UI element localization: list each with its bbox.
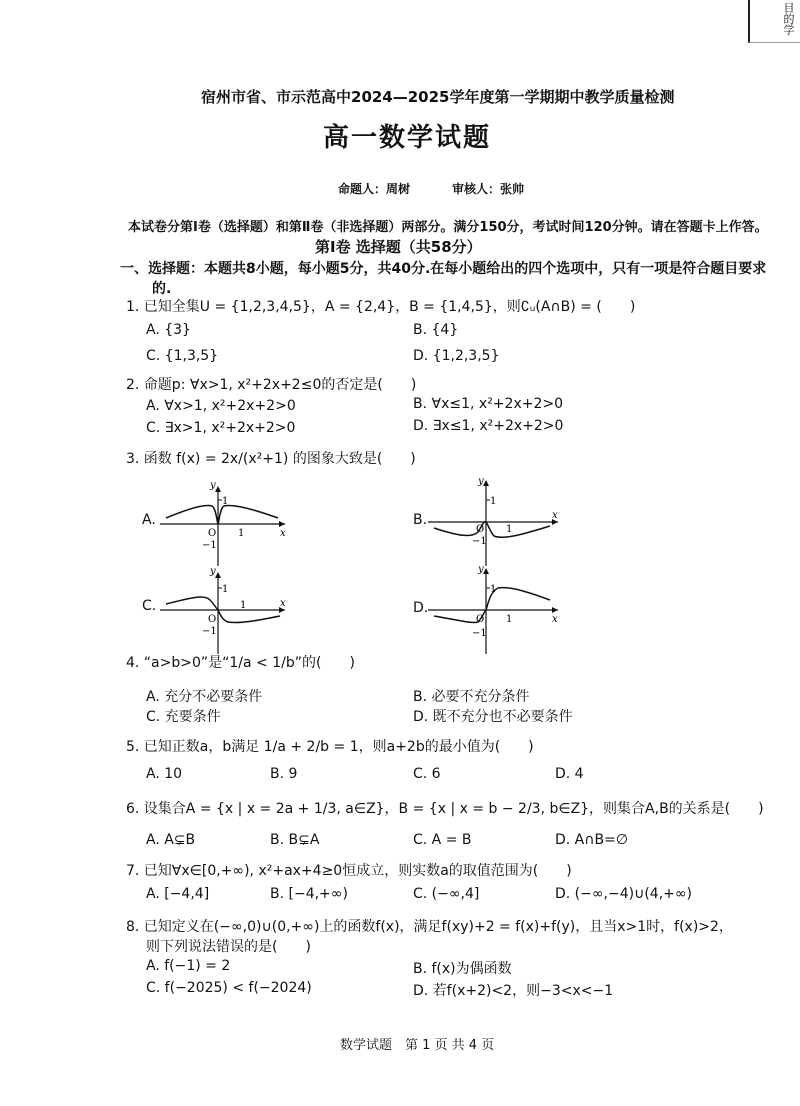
- graph-a: [160, 478, 330, 568]
- q6-option-c: C. A = B: [413, 832, 472, 848]
- q1-option-d: D. {1,2,3,5}: [413, 348, 500, 364]
- graph-c-neg-one: −1: [202, 626, 217, 637]
- q8-option-a: A. f(−1) = 2: [146, 958, 231, 974]
- q5-option-a: A. 10: [146, 766, 183, 782]
- graph-c-y-label: y: [210, 566, 216, 577]
- q8-stem: 8. 已知定义在(−∞,0)∪(0,+∞)上的函数f(x)，满足f(xy)+2 = f(x)+f(y)，且当x>1时，f(x)>2，: [126, 919, 733, 935]
- q6-option-d: D. A∩B=∅: [555, 832, 629, 848]
- graph-b-neg-one: −1: [472, 536, 487, 547]
- graph-d: [428, 566, 598, 656]
- graph-d-one-y: 1: [490, 584, 497, 595]
- graph-a-neg-one: −1: [202, 540, 217, 551]
- q4-option-c: C. 充要条件: [146, 709, 221, 725]
- q4-stem: 4. “a>b>0”是“1/a < 1/b”的( ): [126, 655, 355, 671]
- q6-option-b: B. B⊊A: [270, 832, 320, 848]
- q8-stem-cont: 则下列说法错误的是( ): [146, 939, 311, 955]
- reviewer: 审核人：张帅: [452, 182, 525, 196]
- graph-b-y-arrow: [483, 480, 489, 486]
- setter: 命题人：周树: [338, 182, 411, 196]
- page-title: 高一数学试题: [323, 123, 492, 153]
- graph-d-origin: O: [476, 614, 485, 625]
- section1-heading: 一、选择题：本题共8小题，每小题5分，共40分.在每小题给出的四个选项中，只有一项是符合题目要求: [120, 261, 767, 277]
- graph-d-y-arrow: [483, 568, 489, 574]
- graph-d-y-label: y: [478, 566, 484, 575]
- graph-a-curve: [166, 506, 278, 525]
- q5-option-c: C. 6: [413, 766, 441, 782]
- graph-c-y-arrow: [215, 572, 221, 578]
- q2-option-b: B. ∀x≤1, x²+2x+2>0: [413, 396, 564, 412]
- q2-option-c: C. ∃x>1, x²+2x+2>0: [146, 420, 296, 436]
- q4-option-d: D. 既不充分也不必要条件: [413, 709, 573, 725]
- q1-option-a: A. {3}: [146, 322, 191, 338]
- q1-option-b: B. {4}: [413, 322, 459, 338]
- graph-b: [428, 478, 598, 568]
- part1-title: 第Ⅰ卷 选择题（共58分）: [315, 238, 482, 256]
- graph-a-one-y: 1: [222, 496, 229, 507]
- q5-option-d: D. 4: [555, 766, 584, 782]
- q3-stem: 3. 函数 f(x) = 2x/(x²+1) 的图象大致是( ): [126, 451, 416, 467]
- instructions: 本试卷分第Ⅰ卷（选择题）和第Ⅱ卷（非选择题）两部分。满分150分，考试时间120分钟。请在答题卡上作答。: [128, 220, 768, 235]
- q6-option-a: A. A⊊B: [146, 832, 196, 848]
- graph-c: [160, 566, 330, 656]
- graph-b-curve: [434, 522, 550, 538]
- q2-option-d: D. ∃x≤1, x²+2x+2>0: [413, 418, 564, 434]
- section1-heading-cont: 的.: [152, 281, 172, 297]
- graph-a-x-arrow: [279, 521, 285, 527]
- q3-option-a: A.: [142, 512, 156, 528]
- graph-a-one-x: 1: [238, 528, 245, 539]
- graph-d-x-label: x: [552, 614, 558, 625]
- q7-option-b: B. [−4,+∞): [270, 886, 348, 902]
- graph-d-one-x: 1: [506, 614, 513, 625]
- graph-c-one-y: 1: [222, 584, 229, 595]
- q8-option-c: C. f(−2025) < f(−2024): [146, 980, 312, 996]
- graph-b-one-x: 1: [506, 524, 513, 535]
- page-footer: 数学试题 第 1 页 共 4 页: [340, 1038, 495, 1053]
- q8-option-d: D. 若f(x+2)<2，则−3<x<−1: [413, 983, 614, 999]
- graph-d-x-arrow: [552, 607, 558, 613]
- graph-a-y-arrow: [215, 486, 221, 492]
- q2-stem: 2. 命题p: ∀x>1, x²+2x+2≤0的否定是( ): [126, 377, 417, 393]
- graph-c-one-x: 1: [240, 600, 247, 611]
- q7-stem: 7. 已知∀x∈[0,+∞), x²+ax+4≥0恒成立，则实数a的取值范围为( ): [126, 863, 572, 879]
- q5-option-b: B. 9: [270, 766, 298, 782]
- q7-option-a: A. [−4,4]: [146, 886, 210, 902]
- corner-tab: [748, 0, 800, 43]
- graph-b-y-label: y: [478, 478, 484, 487]
- graph-b-origin: O: [476, 524, 485, 535]
- q4-option-a: A. 充分不必要条件: [146, 689, 263, 705]
- graph-d-neg-one: −1: [472, 628, 487, 639]
- q6-stem: 6. 设集合A = {x | x = 2a + 1/3, a∈Z}，B = {x | x = b − 2/3, b∈Z}，则集合A,B的关系是( ): [126, 801, 764, 817]
- q7-option-c: C. (−∞,4]: [413, 886, 480, 902]
- q4-option-b: B. 必要不充分条件: [413, 689, 530, 705]
- graph-b-x-label: x: [552, 510, 558, 521]
- q1-option-c: C. {1,3,5}: [146, 348, 219, 364]
- q3-option-c: C.: [142, 598, 157, 614]
- q3-option-d: D.: [413, 600, 429, 616]
- graph-a-x-label: x: [280, 528, 286, 539]
- graph-a-origin: O: [208, 528, 217, 539]
- graph-b-one-y: 1: [490, 496, 497, 507]
- graph-c-x-label: x: [280, 598, 286, 609]
- q7-option-d: D. (−∞,−4)∪(4,+∞): [555, 886, 693, 902]
- school-header: 宿州市省、市示范高中2024—2025学年度第一学期期中教学质量检测: [201, 88, 675, 106]
- q2-option-a: A. ∀x>1, x²+2x+2>0: [146, 398, 296, 414]
- q3-option-b: B.: [413, 512, 428, 528]
- graph-a-y-label: y: [210, 480, 216, 491]
- q1-stem: 1. 已知全集U = {1,2,3,4,5}，A = {2,4}，B = {1,4,5}，则∁ᵤ(A∩B) = ( ): [126, 299, 636, 315]
- q5-stem: 5. 已知正数a，b满足 1/a + 2/b = 1，则a+2b的最小值为( ): [126, 739, 534, 755]
- q8-option-b: B. f(x)为偶函数: [413, 961, 512, 977]
- graph-c-origin: O: [208, 614, 217, 625]
- corner-tab-text: 目的学: [782, 2, 795, 35]
